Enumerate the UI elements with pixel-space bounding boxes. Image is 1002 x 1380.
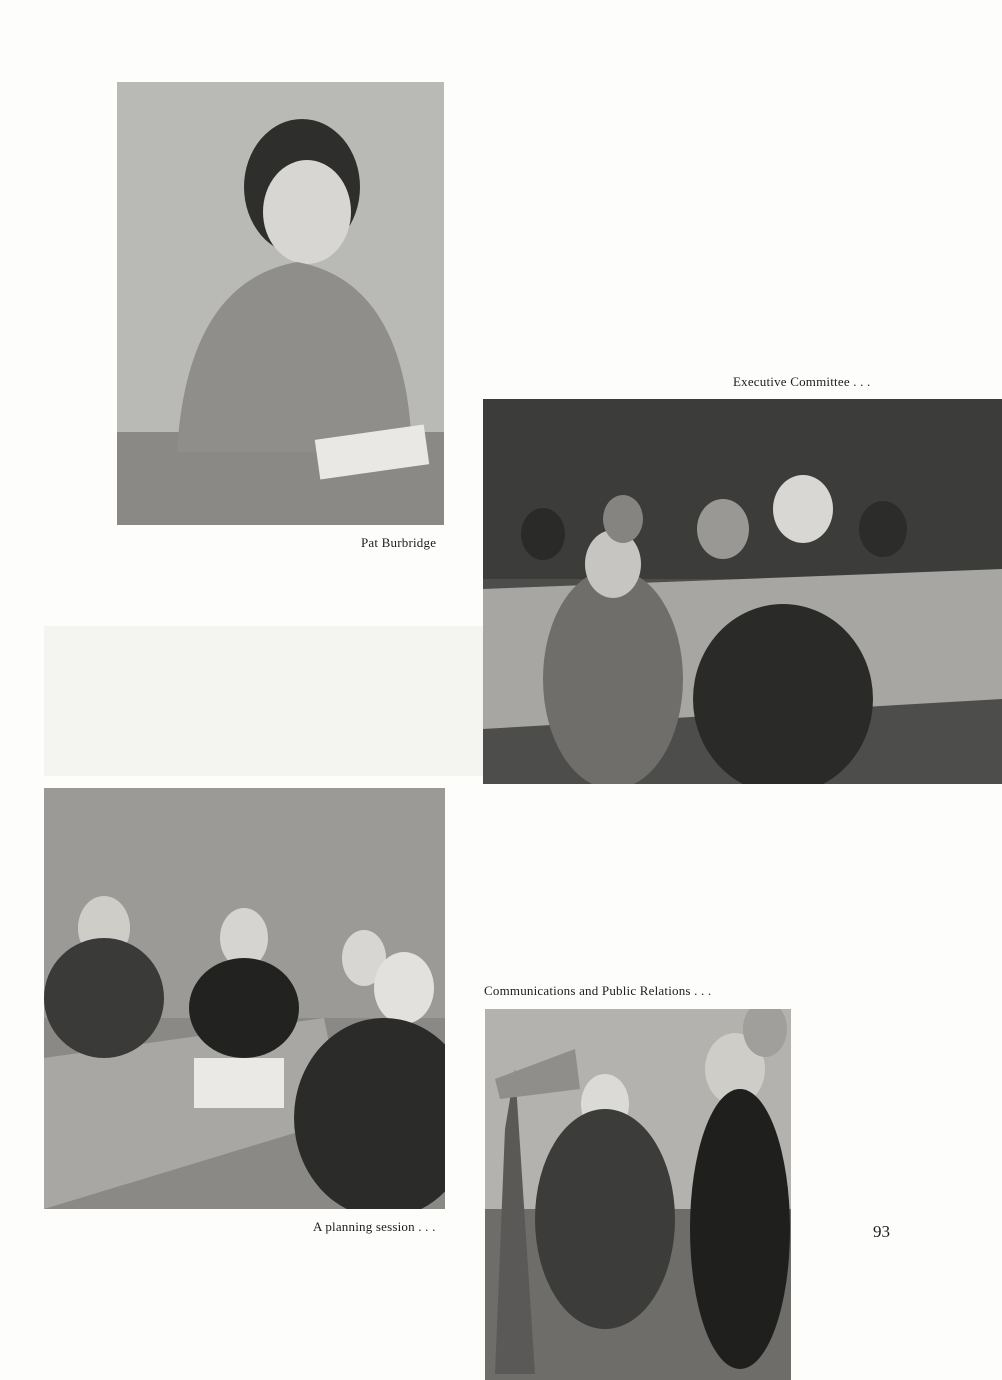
executive-caption: Executive Committee . . . [733,374,871,389]
bleed-through-shade [44,626,484,776]
planning-session-photo [44,788,445,1209]
communications-photo [485,1009,791,1380]
portrait-caption: Pat Burbridge [361,535,437,550]
portrait-photo [117,82,444,525]
planning-caption: A planning session . . . [313,1219,436,1234]
page-number: 93 [873,1222,890,1241]
executive-committee-photo [483,399,1002,784]
communications-caption: Communications and Public Relations . . . [484,983,712,998]
